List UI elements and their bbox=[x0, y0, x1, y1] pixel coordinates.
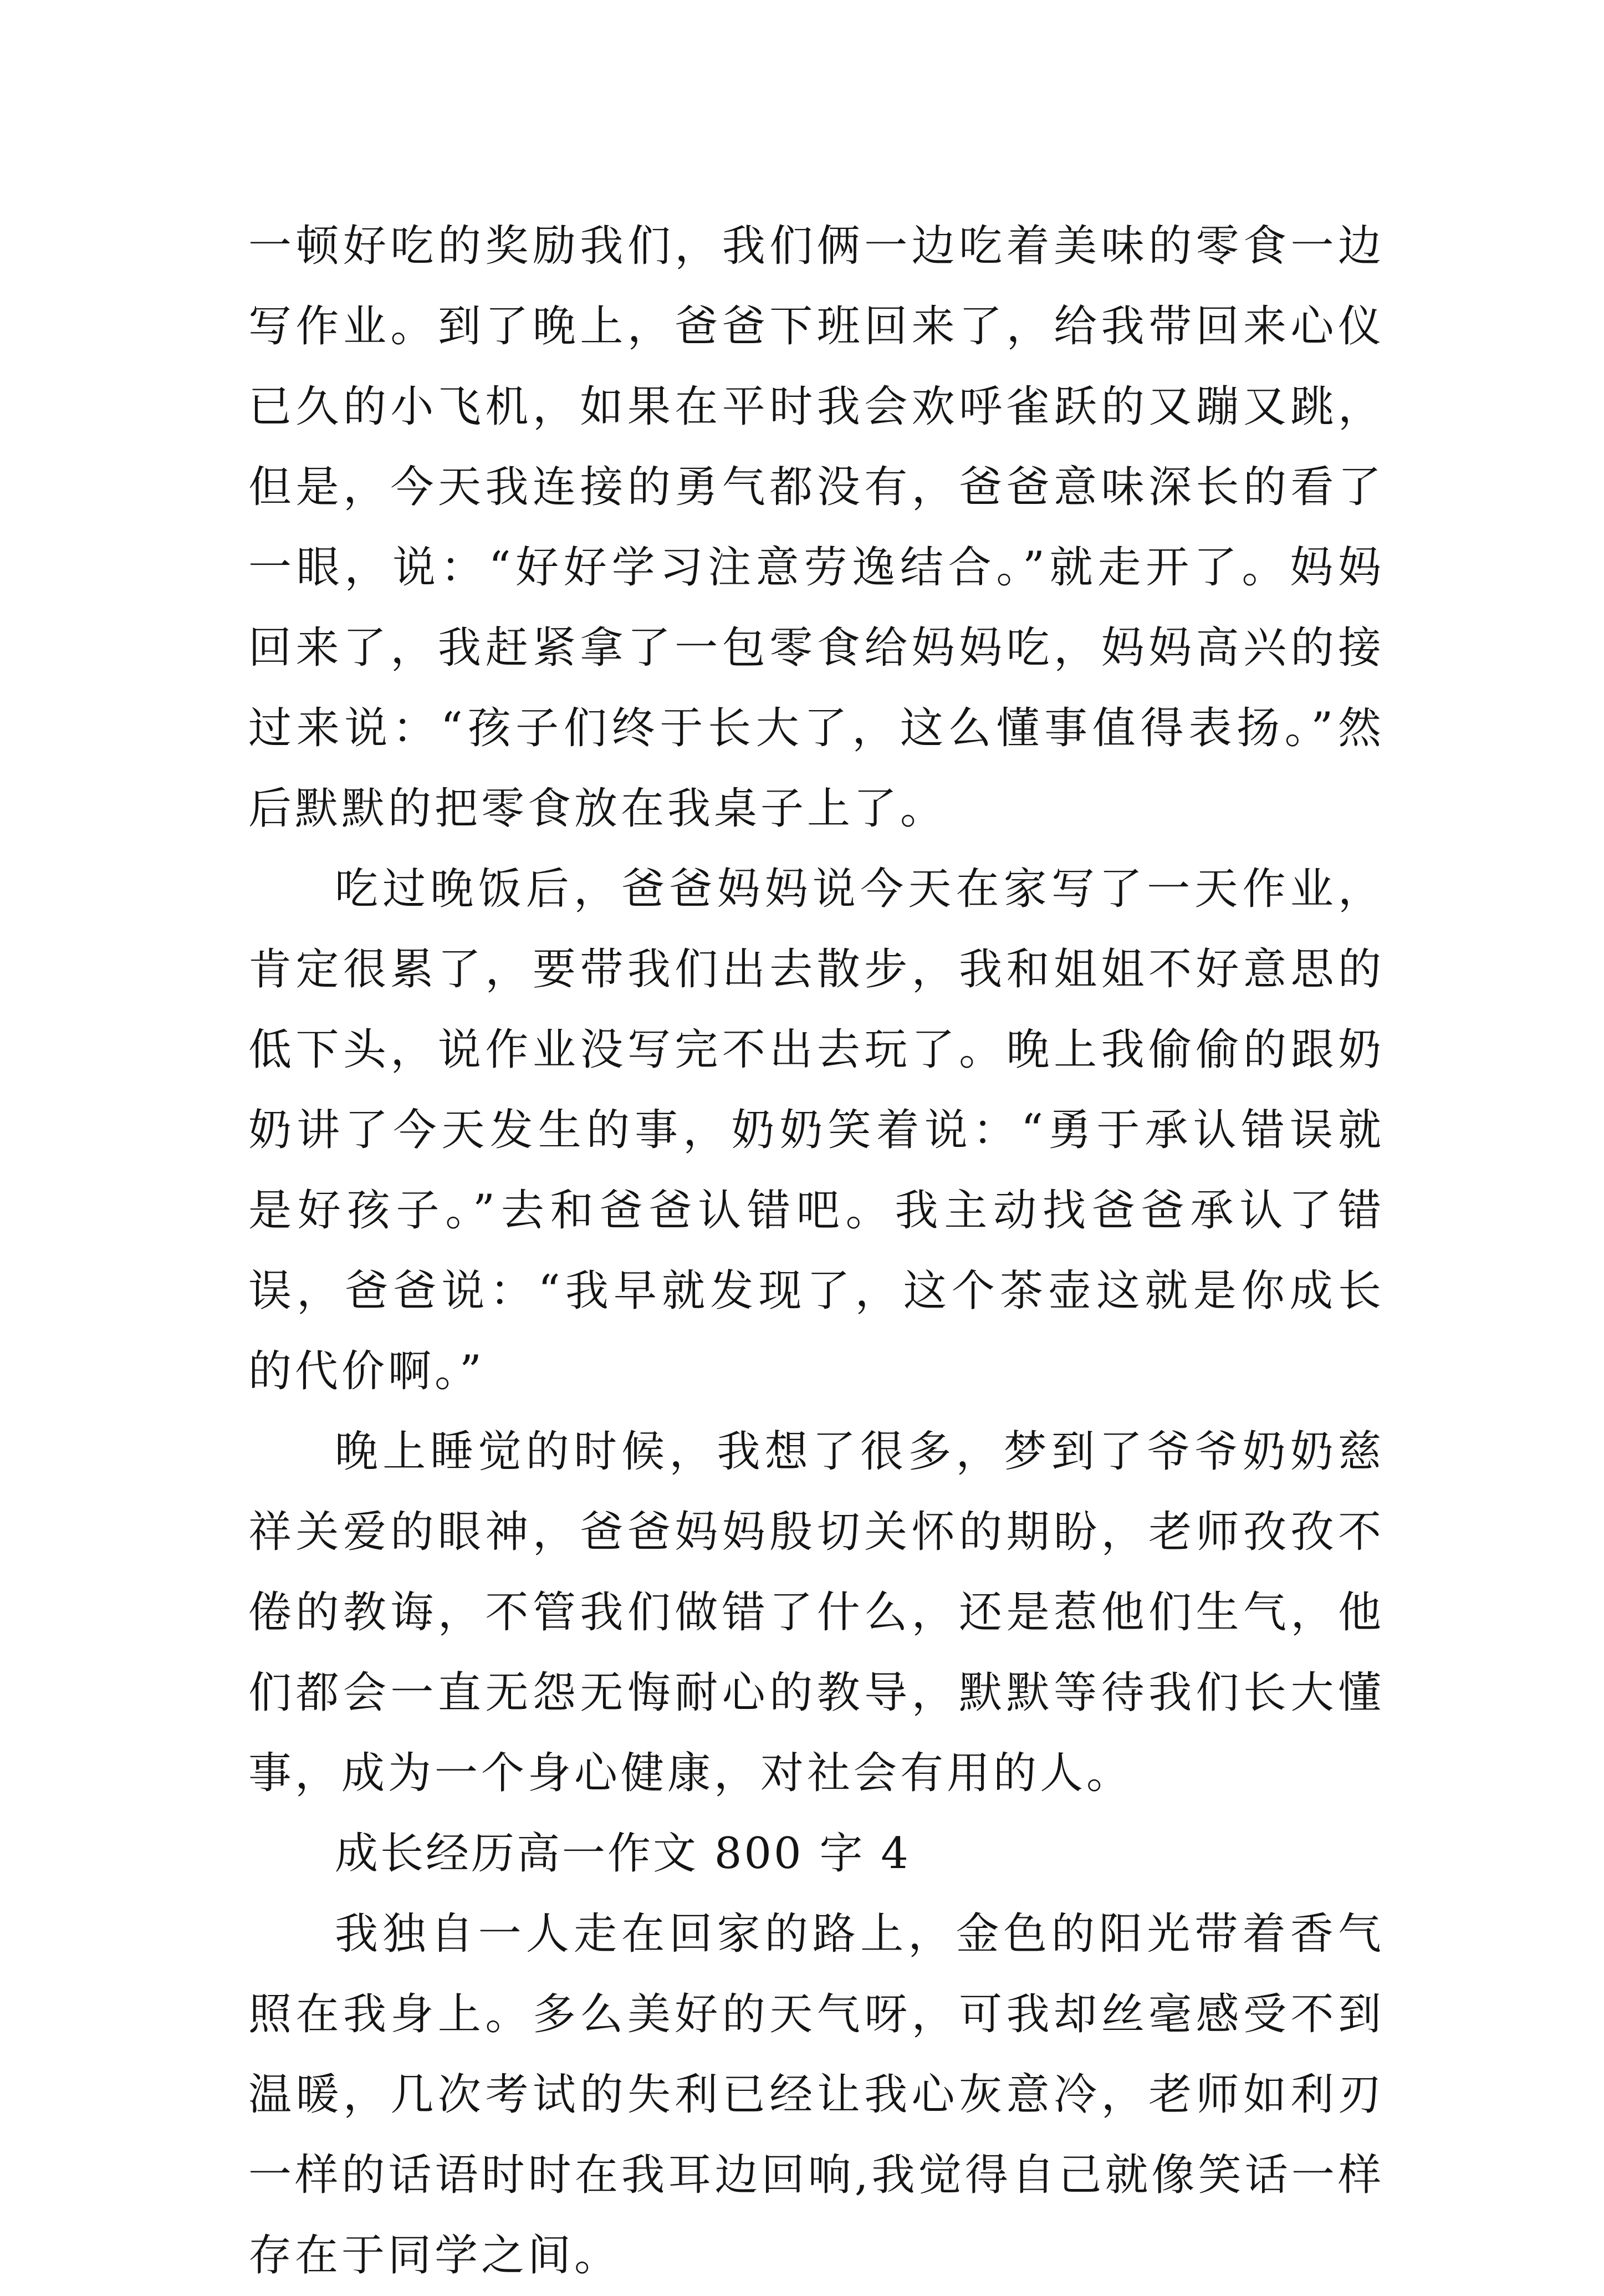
paragraph-3: 晚上睡觉的时候，我想了很多，梦到了爷爷奶奶慈祥关爱的眼神，爸爸妈妈殷切关怀的期盼，老师孜孜不倦的教诲，不管我们做错了什么，还是惹他们生气，他们都会一直无怨无悔耐心的教导，默默等待我们长大懂事，成为一个身心健康，对社会有用的人。 bbox=[248, 1427, 1385, 1798]
section-heading: 成长经历高一作文 800 字 4 bbox=[335, 1829, 911, 1879]
document-page bbox=[248, 206, 1385, 2296]
paragraph-2: 吃过晚饭后，爸爸妈妈说今天在家写了一天作业，肯定很累了，要带我们出去散步，我和姐姐不好意思的低下头，说作业没写完不出去玩了。晚上我偷偷的跟奶奶讲了今天发生的事，奶奶笑着说：“勇于承认错误就是好孩子。”去和爸爸认错吧。我主动找爸爸承认了错误，爸爸说：“我早就发现了，这个茶壶这就是你成长的代价啊。” bbox=[248, 864, 1385, 1396]
paragraph-4: 我独自一人走在回家的路上，金色的阳光带着香气照在我身上。多么美好的天气呀，可我却丝毫感受不到温暖，几次考试的失利已经让我心灰意冷，老师如利刃一样的话语时时在我耳边回响,我觉得自己就像笑话一样存在于同学之间。 bbox=[248, 1909, 1385, 2280]
paragraph-1: 一顿好吃的奖励我们，我们俩一边吃着美味的零食一边写作业。到了晚上，爸爸下班回来了，给我带回来心仪已久的小飞机，如果在平时我会欢呼雀跃的又蹦又跳，但是，今天我连接的勇气都没有，爸爸意味深长的看了一眼，说：“好好学习注意劳逸结合。”就走开了。妈妈回来了，我赶紧拿了一包零食给妈妈吃，妈妈高兴的接过来说：“孩子们终于长大了，这么懂事值得表扬。”然后默默的把零食放在我桌子上了。 bbox=[248, 221, 1385, 834]
